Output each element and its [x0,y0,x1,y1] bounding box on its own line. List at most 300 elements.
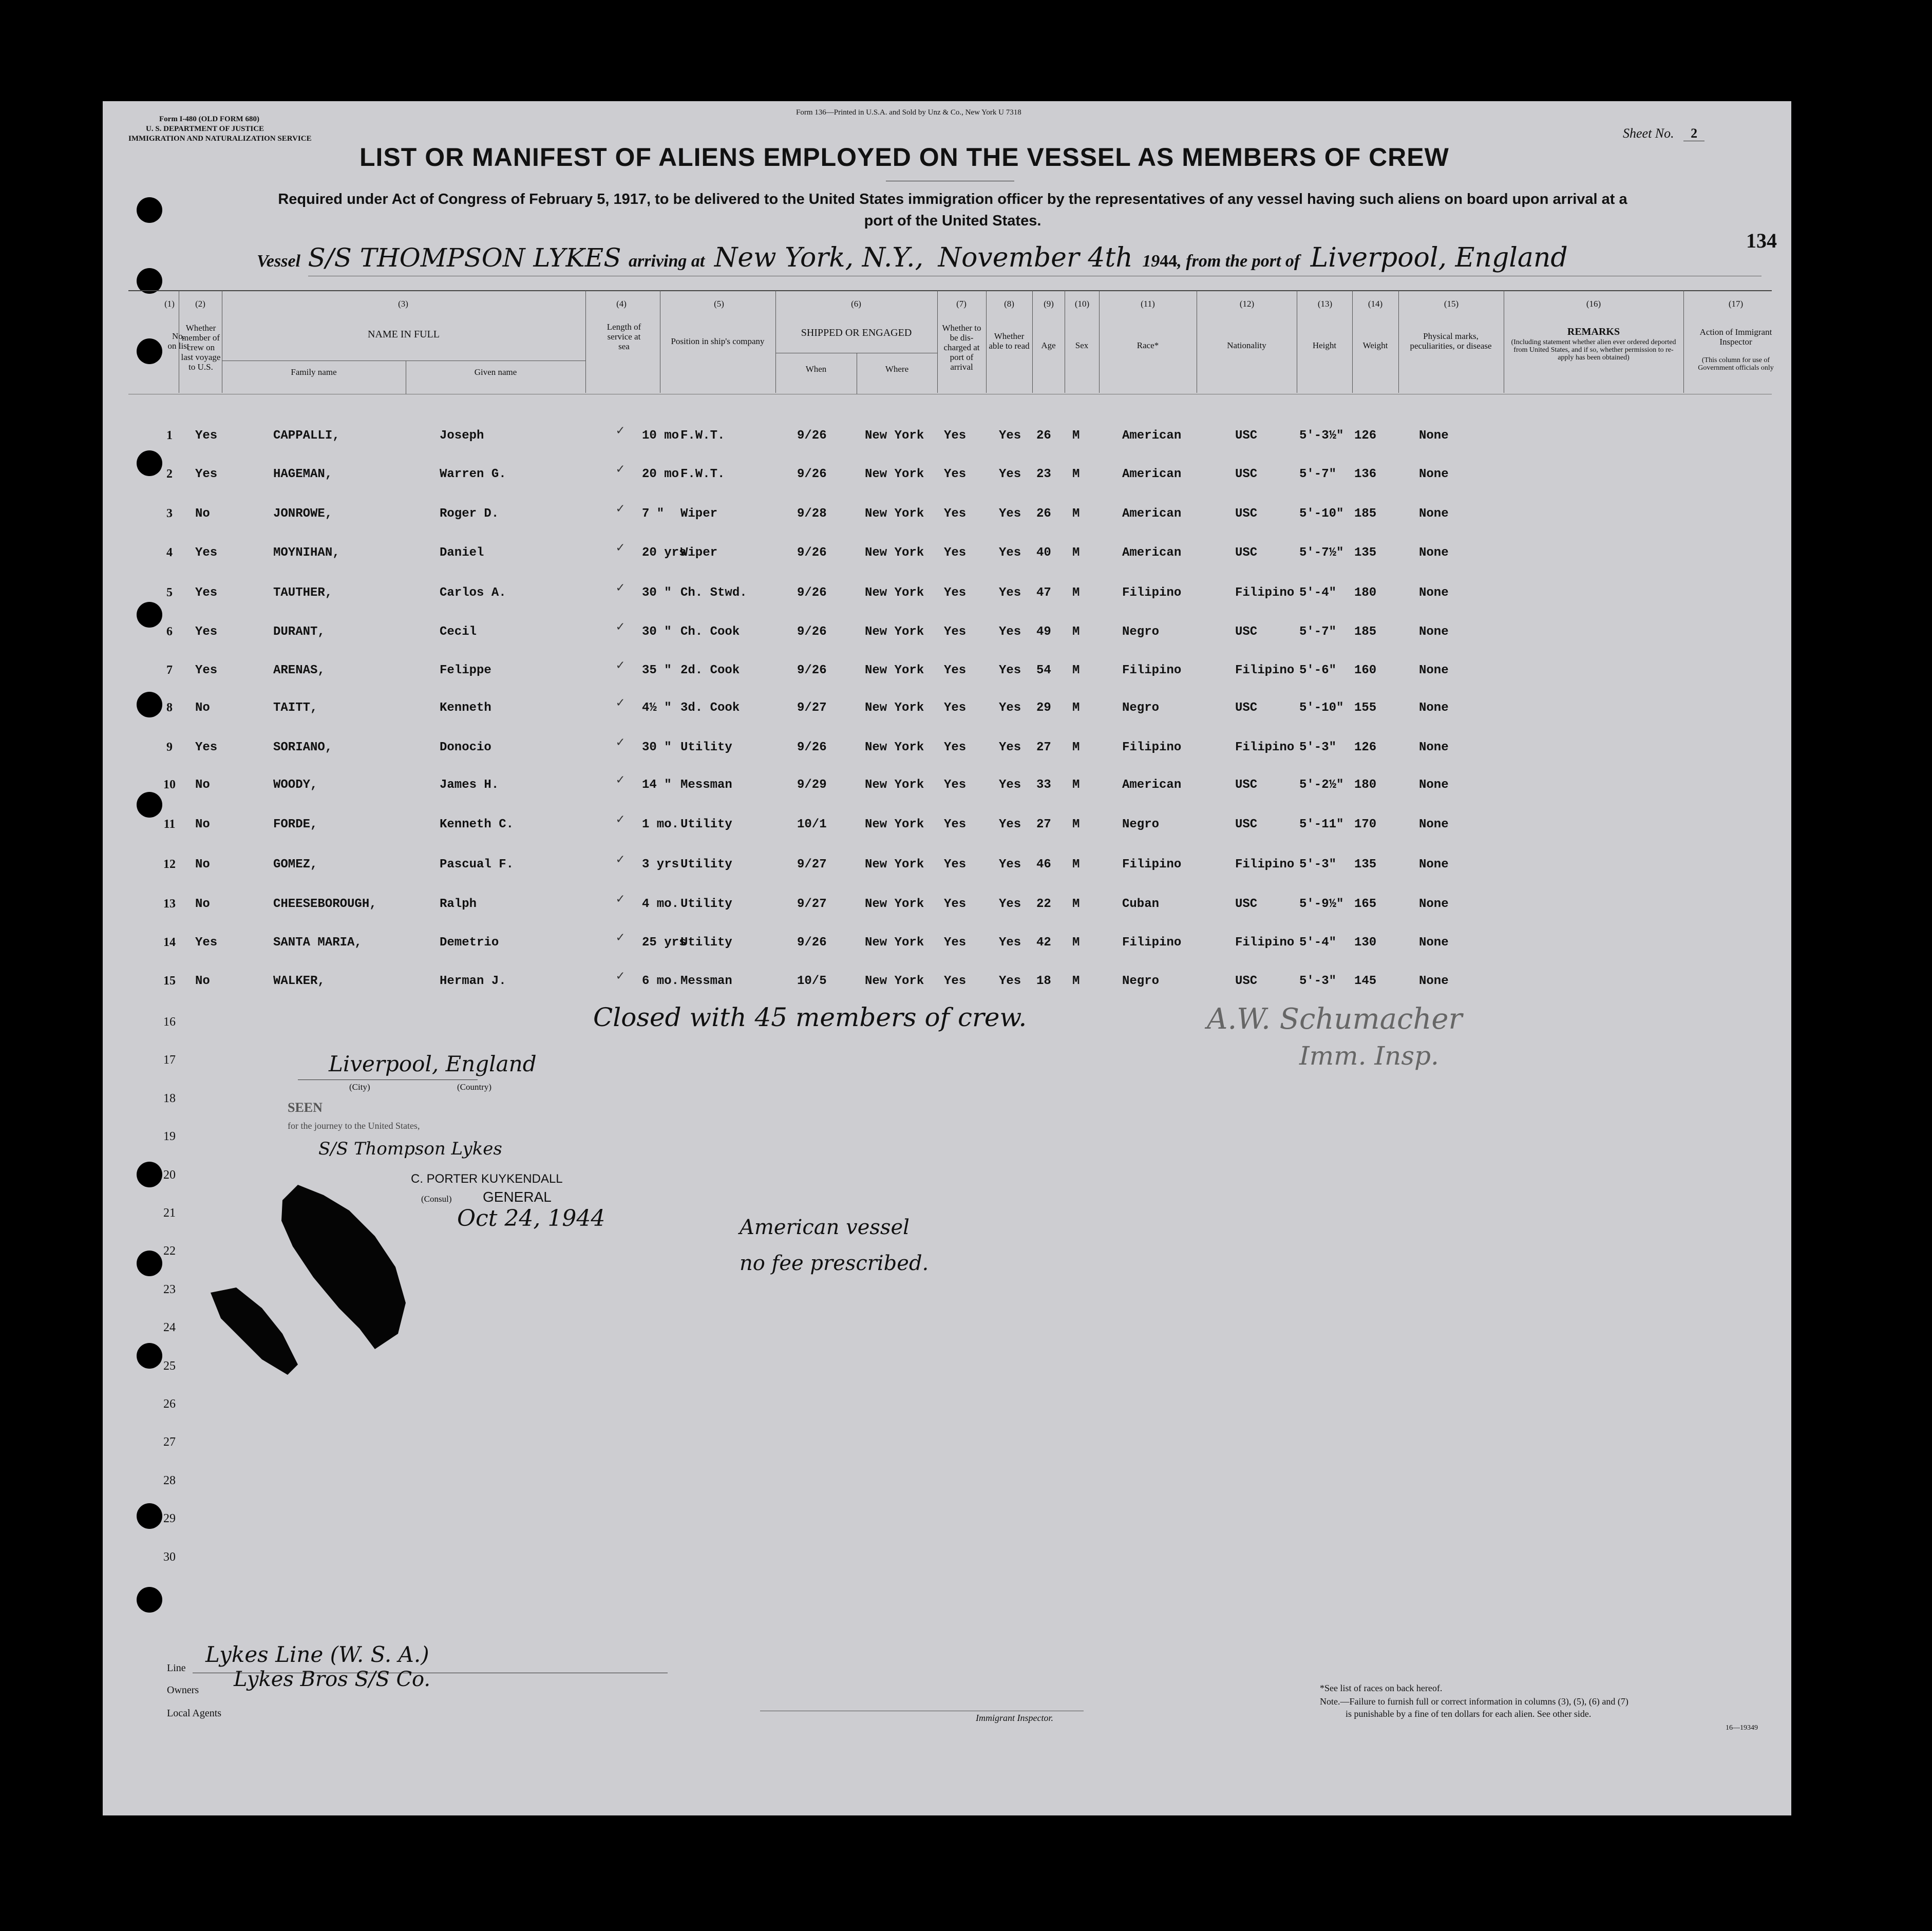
header-no-on-list: No. on list [167,331,190,351]
cell-service: 30 " [642,741,672,754]
row-number: 23 [163,1283,176,1296]
cell-read: Yes [999,586,1021,600]
cell-discharge: Yes [944,897,967,911]
requirement-text [149,188,1756,232]
cell-when: 9/26 [797,467,827,481]
cell-age: 40 [1036,546,1051,560]
cell-given: Daniel [440,546,484,560]
header-when: When [805,364,827,374]
cell-family: ARENAS, [273,664,325,677]
cell-marks: None [1419,507,1449,521]
header-remarks: REMARKS [1567,326,1620,337]
cell-given: Felippe [440,664,491,677]
column-number: (13) [1317,299,1333,309]
cell-prev: Yes [195,586,218,600]
column-number: (8) [1004,299,1014,309]
header-previous-voyage: Whether member of crew on last voyage to U.S. [181,323,221,372]
sheet-no-value: 2 [1683,126,1704,141]
cell-height: 5'-10" [1299,701,1344,715]
cell-where: New York [865,625,924,639]
check-mark-icon: ✓ [616,930,624,945]
check-mark-icon: ✓ [616,540,624,556]
cell-position: Utility [680,818,732,831]
cell-race: Negro [1122,974,1160,988]
cell-read: Yes [999,467,1021,481]
cell-discharge: Yes [944,625,967,639]
column-number: (10) [1074,299,1090,309]
check-mark-icon: ✓ [616,772,624,788]
row-number: 12 [163,858,176,871]
cell-weight: 180 [1354,586,1377,600]
cell-height: 5'-3" [1299,741,1337,754]
cell-nationality: USC [1235,507,1258,521]
check-mark-icon: ✓ [616,580,624,596]
line-label: Line [167,1662,186,1674]
cell-discharge: Yes [944,858,967,872]
cell-marks: None [1419,625,1449,639]
row-number: 21 [163,1206,176,1220]
cell-weight: 160 [1354,664,1377,677]
cell-service: 4½ " [642,701,672,715]
cell-family: WALKER, [273,974,325,988]
cell-discharge: Yes [944,778,967,792]
cell-given: Herman J. [440,974,506,988]
column-number: (2) [195,299,205,309]
cell-marks: None [1419,818,1449,831]
cell-family: DURANT, [273,625,325,639]
cell-read: Yes [999,429,1021,443]
year-prefix: 19 [1142,252,1160,271]
cell-given: Joseph [440,429,484,443]
cell-position: Ch. Stwd. [680,586,747,600]
cell-when: 9/26 [797,664,827,677]
vessel-name: S/S THOMPSON LYKES [308,243,621,273]
header-weight: Weight [1362,340,1388,350]
cell-family: TAITT, [273,701,318,715]
cell-where: New York [865,429,924,443]
manifest-sheet [103,101,1791,1815]
cell-height: 5'-2½" [1299,778,1344,792]
table-row [103,423,1791,460]
cell-service: 4 mo. [642,897,679,911]
cell-discharge: Yes [944,467,967,481]
table-row [103,852,1791,888]
check-mark-icon: ✓ [616,501,624,517]
cell-when: 9/26 [797,586,827,600]
consul-label: (Consul) [421,1194,452,1204]
column-number: (6) [851,299,861,309]
col-divider [986,290,987,393]
cell-service: 1 mo. [642,818,679,831]
printer-line: Form 136—Printed in U.S.A. and Sold by Unz & Co., New York U 7318 [796,108,1021,117]
cell-service: 14 " [642,778,672,792]
cell-race: American [1122,778,1182,792]
cell-weight: 130 [1354,936,1377,950]
cell-marks: None [1419,778,1449,792]
cell-family: MOYNIHAN, [273,546,340,560]
cell-family: HAGEMAN, [273,467,333,481]
arriving-place: New York, N.Y., [714,242,924,273]
seal-blot [205,1282,313,1385]
cell-prev: Yes [195,546,218,560]
cell-age: 22 [1036,897,1051,911]
cell-prev: No [195,507,210,521]
cell-position: Ch. Cook [680,625,740,639]
cell-given: Carlos A. [440,586,506,600]
cell-service: 10 mo. [642,429,687,443]
cell-height: 5'-9½" [1299,897,1344,911]
header-length-of-service: Length of service at sea [607,322,641,351]
cell-weight: 126 [1354,429,1377,443]
arriving-label: arriving at [629,252,705,271]
service-name: IMMIGRATION AND NATURALIZATION SERVICE [128,135,312,143]
cell-race: Negro [1122,701,1160,715]
row-number: 13 [163,897,176,911]
column-number: (15) [1444,299,1459,309]
cell-nationality: USC [1235,467,1258,481]
form-code: 16—19349 [1726,1724,1758,1732]
check-mark-icon: ✓ [616,695,624,711]
row-number: 24 [163,1321,176,1334]
table-row [103,695,1791,732]
column-number: (4) [616,299,627,309]
cell-sex: M [1072,429,1080,443]
cell-age: 23 [1036,467,1051,481]
header-where: Where [885,364,909,374]
check-mark-icon: ✓ [616,812,624,827]
row-number: 29 [163,1512,176,1525]
cell-discharge: Yes [944,546,967,560]
cell-where: New York [865,546,924,560]
cell-marks: None [1419,936,1449,950]
requirement-line: port of the United States. [864,213,1041,229]
header-height: Height [1312,340,1337,350]
cell-when: 9/26 [797,429,827,443]
cell-sex: M [1072,546,1080,560]
cell-service: 25 yrs [642,936,687,950]
column-number: (1) [164,299,175,309]
header-action: Action of Immigrant Inspector [1699,327,1772,347]
cell-when: 10/1 [797,818,827,831]
cell-given: Pascual F. [440,858,514,872]
consul-title: GENERAL [483,1189,552,1205]
row-number: 6 [166,625,173,638]
header-race: Race* [1137,340,1159,350]
row-number: 25 [163,1359,176,1373]
punch-hole [137,1587,162,1613]
cell-when: 10/5 [797,974,827,988]
check-mark-icon: ✓ [616,852,624,867]
cell-age: 42 [1036,936,1051,950]
penalty-note [1320,1695,1628,1720]
cell-where: New York [865,936,924,950]
cell-sex: M [1072,897,1080,911]
cell-where: New York [865,858,924,872]
immigrant-inspector-label: Immigrant Inspector. [976,1713,1053,1723]
cell-service: 20 yrs [642,546,687,560]
table-row [103,580,1791,617]
cell-height: 5'-3" [1299,858,1337,872]
cell-position: Utility [680,936,732,950]
sheet-label: Sheet No. [1623,126,1674,141]
cell-service: 7 " [642,507,665,521]
cell-read: Yes [999,818,1021,831]
cell-weight: 165 [1354,897,1377,911]
cell-marks: None [1419,429,1449,443]
cell-when: 9/26 [797,625,827,639]
cell-read: Yes [999,974,1021,988]
cell-race: American [1122,467,1182,481]
cell-race: Negro [1122,818,1160,831]
cell-position: Messman [680,974,732,988]
cell-age: 54 [1036,664,1051,677]
cell-given: Warren G. [440,467,506,481]
cell-nationality: Filipino [1235,936,1295,950]
cell-marks: None [1419,701,1449,715]
cell-when: 9/29 [797,778,827,792]
cell-service: 30 " [642,625,672,639]
cell-weight: 155 [1354,701,1377,715]
row-number: 30 [163,1550,176,1564]
cell-marks: None [1419,467,1449,481]
cell-nationality: Filipino [1235,664,1295,677]
cell-sex: M [1072,936,1080,950]
cell-nationality: USC [1235,974,1258,988]
row-number: 14 [163,936,176,949]
row-number: 3 [166,507,173,520]
header-able-to-read: Whether able to read [989,331,1030,351]
consul-date: Oct 24, 1944 [457,1205,605,1232]
cell-discharge: Yes [944,507,967,521]
cell-when: 9/27 [797,897,827,911]
cell-discharge: Yes [944,974,967,988]
cell-family: SORIANO, [273,741,333,754]
table-top-rule [128,290,1772,291]
cell-prev: Yes [195,936,218,950]
cell-given: Cecil [440,625,477,639]
cell-position: Messman [680,778,732,792]
cell-when: 9/27 [797,858,827,872]
cell-race: Negro [1122,625,1160,639]
row-number: 2 [166,467,173,481]
cell-discharge: Yes [944,664,967,677]
cell-where: New York [865,507,924,521]
cell-marks: None [1419,546,1449,560]
vessel-label: Vessel [257,252,300,271]
cell-where: New York [865,897,924,911]
cell-nationality: USC [1235,546,1258,560]
column-number: (7) [956,299,967,309]
cell-sex: M [1072,741,1080,754]
cell-discharge: Yes [944,936,967,950]
cell-prev: Yes [195,664,218,677]
row-number: 27 [163,1435,176,1449]
cell-height: 5'-7½" [1299,546,1344,560]
cell-height: 5'-10" [1299,507,1344,521]
row-number: 15 [163,974,176,988]
check-mark-icon: ✓ [616,969,624,984]
cell-sex: M [1072,858,1080,872]
cell-sex: M [1072,467,1080,481]
row-number: 18 [163,1092,176,1105]
header-shipped-engaged: SHIPPED OR ENGAGED [801,327,912,338]
col-divider [1683,290,1684,393]
country-label: (Country) [457,1082,492,1092]
journey-label: for the journey to the United States, [288,1121,420,1131]
table-row [103,501,1791,538]
row-number: 9 [166,741,173,754]
cell-position: Utility [680,741,732,754]
cell-read: Yes [999,858,1021,872]
row-number: 22 [163,1244,176,1258]
page-title: LIST OR MANIFEST OF ALIENS EMPLOYED ON THE VESSEL AS MEMBERS OF CREW [359,143,1449,172]
col-divider [937,290,938,393]
cell-family: GOMEZ, [273,858,318,872]
sheet-number [1623,126,1704,141]
cell-prev: No [195,818,210,831]
row-number: 26 [163,1397,176,1411]
header-discharged: Whether to be dis-charged at port of arrival [942,323,981,372]
cell-position: F.W.T. [680,429,725,443]
cell-discharge: Yes [944,586,967,600]
cell-read: Yes [999,546,1021,560]
cell-where: New York [865,701,924,715]
check-mark-icon: ✓ [616,735,624,750]
cell-weight: 185 [1354,625,1377,639]
col-divider [1398,290,1399,393]
penalty-note-line: Note.—Failure to furnish full or correct information in columns (3), (5), (6) and (7) [1320,1696,1628,1707]
check-mark-icon: ✓ [616,619,624,635]
races-note: *See list of races on back hereof. [1320,1683,1443,1693]
owners-label: Owners [167,1684,199,1696]
check-mark-icon: ✓ [616,892,624,907]
cell-sex: M [1072,778,1080,792]
header-age: Age [1041,340,1056,350]
cell-where: New York [865,778,924,792]
cell-age: 27 [1036,741,1051,754]
row-number: 4 [166,546,173,559]
cell-prev: Yes [195,429,218,443]
cell-service: 35 " [642,664,672,677]
cell-age: 46 [1036,858,1051,872]
row-number: 1 [166,429,173,442]
cell-service: 3 yrs [642,858,679,872]
cell-sex: M [1072,625,1080,639]
cell-nationality: USC [1235,701,1258,715]
cell-family: FORDE, [273,818,318,831]
cell-nationality: USC [1235,897,1258,911]
owners-value: Lykes Bros S/S Co. [234,1668,431,1691]
cell-discharge: Yes [944,818,967,831]
cell-nationality: USC [1235,625,1258,639]
row-number: 7 [166,664,173,677]
cell-read: Yes [999,897,1021,911]
year-suffix: 44 [1160,252,1178,271]
cell-weight: 145 [1354,974,1377,988]
line-value: Lykes Line (W. S. A.) [205,1642,429,1667]
row-number: 5 [166,586,173,599]
punch-hole [137,338,162,364]
cell-given: James H. [440,778,499,792]
department: U. S. DEPARTMENT OF JUSTICE [146,125,264,133]
cell-sex: M [1072,586,1080,600]
cell-race: American [1122,546,1182,560]
cell-sex: M [1072,507,1080,521]
consul-city: Liverpool, England [329,1051,537,1076]
cell-prev: No [195,858,210,872]
cell-marks: None [1419,586,1449,600]
header-given-name: Given name [474,367,517,377]
row-number: 16 [163,1015,176,1029]
cell-family: CAPPALLI, [273,429,340,443]
cell-discharge: Yes [944,741,967,754]
cell-age: 26 [1036,429,1051,443]
cell-sex: M [1072,664,1080,677]
cell-nationality: USC [1235,429,1258,443]
cell-height: 5'-11" [1299,818,1344,831]
table-row [103,462,1791,498]
cell-when: 9/26 [797,936,827,950]
cell-height: 5'-3½" [1299,429,1344,443]
cell-height: 5'-6" [1299,664,1337,677]
page-number: 134 [1746,229,1777,252]
cell-service: 20 mo. [642,467,687,481]
inspector-title: Imm. Insp. [1299,1041,1439,1071]
header-name-in-full: NAME IN FULL [368,329,440,340]
cell-age: 29 [1036,701,1051,715]
cell-age: 33 [1036,778,1051,792]
cell-prev: Yes [195,467,218,481]
cell-family: WOODY, [273,778,318,792]
cell-read: Yes [999,701,1021,715]
cell-family: JONROWE, [273,507,333,521]
cell-where: New York [865,974,924,988]
cell-family: SANTA MARIA, [273,936,362,950]
cell-when: 9/26 [797,546,827,560]
header-family-name: Family name [291,367,337,377]
cell-read: Yes [999,936,1021,950]
cell-when: 9/27 [797,701,827,715]
row-number: 10 [163,778,176,791]
table-row [103,930,1791,967]
row-number: 8 [166,701,173,714]
requirement-line: Required under Act of Congress of February 5, 1917, to be delivered to the United States immigration officer by the representatives of any vessel having such aliens on board upon arrival at a [278,191,1627,207]
cell-read: Yes [999,741,1021,754]
cell-discharge: Yes [944,701,967,715]
cell-service: 6 mo. [642,974,679,988]
closing-note: Closed with 45 members of crew. [593,1002,1027,1032]
table-row [103,540,1791,577]
cell-service: 30 " [642,586,672,600]
cell-given: Roger D. [440,507,499,521]
cell-height: 5'-3" [1299,974,1337,988]
column-number: (9) [1044,299,1054,309]
cell-read: Yes [999,625,1021,639]
header-sex: Sex [1075,340,1089,350]
cell-race: Filipino [1122,936,1182,950]
cell-weight: 170 [1354,818,1377,831]
cell-prev: No [195,897,210,911]
cell-given: Ralph [440,897,477,911]
cell-read: Yes [999,664,1021,677]
cell-nationality: USC [1235,818,1258,831]
cell-prev: No [195,778,210,792]
row-number: 20 [163,1168,176,1182]
cell-given: Donocio [440,741,491,754]
cell-race: Filipino [1122,741,1182,754]
row-number: 17 [163,1053,176,1067]
check-mark-icon: ✓ [616,462,624,477]
